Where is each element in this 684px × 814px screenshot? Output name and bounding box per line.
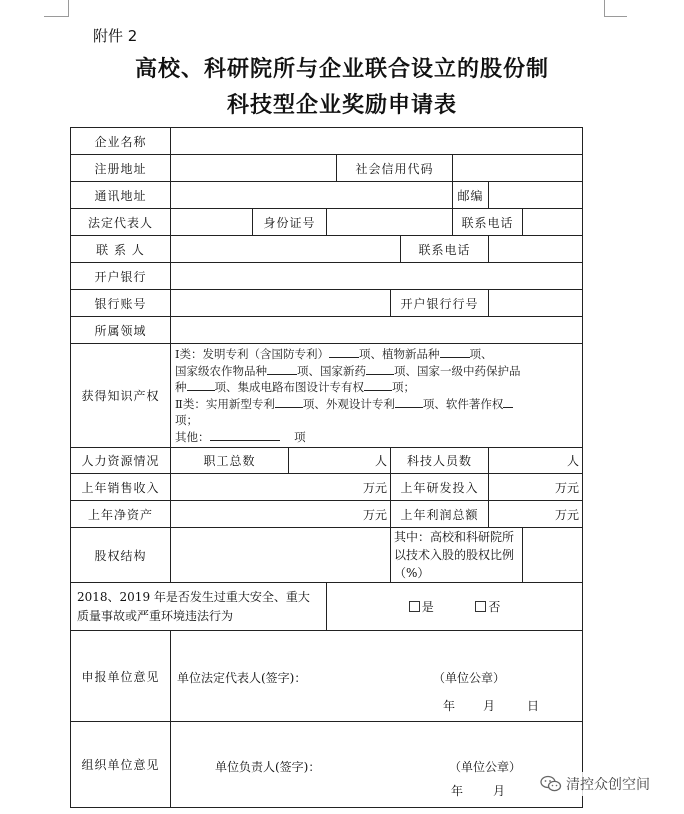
account-field[interactable] — [171, 290, 391, 317]
row-field — [71, 317, 583, 344]
tech-staff-field[interactable] — [489, 448, 583, 474]
crop-mark-top-left — [44, 0, 69, 17]
equity-label: 股权结构 — [71, 528, 171, 583]
mail-address-label: 通讯地址 — [71, 182, 171, 209]
company-name-label: 企业名称 — [71, 128, 171, 155]
id-number-label: 身份证号 — [253, 209, 327, 236]
ip-content — [171, 344, 583, 448]
row-mail-address — [71, 182, 583, 209]
bank-label: 开户银行 — [71, 263, 171, 290]
row-company-name — [71, 128, 583, 155]
row-org-opinion — [71, 722, 583, 808]
org-opinion-label: 组织单位意见 — [71, 722, 171, 808]
contact-label: 联 系 人 — [71, 236, 171, 263]
bank-field[interactable] — [171, 263, 583, 290]
ip-class1-g: 种 — [175, 380, 187, 394]
row-sales — [71, 474, 583, 501]
ip-class1-b: 项、植物新品种 — [359, 347, 440, 361]
page-title-line1: 高校、科研院所与企业联合设立的股份制 — [134, 57, 549, 82]
ip-class1-a: Ⅰ类：发明专利（含国防专利） — [175, 347, 330, 361]
ip-ic-layout-count[interactable] — [364, 379, 392, 391]
ip-class1-d: 国家级农作物品种 — [175, 363, 267, 378]
net-assets-label: 上年净资产 — [71, 501, 171, 528]
applicant-opinion-label: 申报单位意见 — [71, 631, 171, 722]
mail-address-field[interactable] — [171, 182, 453, 209]
row-safety — [71, 583, 583, 631]
phone-label: 联系电话 — [453, 209, 523, 236]
staff-total-label: 职工总数 — [171, 448, 289, 474]
watermark-text: 清控众创空间 — [566, 777, 650, 793]
ip-other-count[interactable] — [210, 429, 280, 441]
reg-address-field[interactable] — [171, 155, 337, 182]
row-bank — [71, 263, 583, 290]
staff-total-field[interactable] — [289, 448, 391, 474]
ip-other-unit: 项 — [294, 429, 306, 444]
legal-rep-field[interactable] — [171, 209, 253, 236]
ip-tcm-count[interactable] — [187, 379, 215, 391]
ip-class1-i: 项； — [392, 380, 415, 394]
credit-code-label: 社会信用代码 — [337, 155, 453, 182]
ip-class1-e: 项、国家新药 — [297, 363, 366, 378]
profit-field[interactable] — [489, 501, 583, 528]
ip-other-label: 其他： — [175, 429, 210, 444]
ip-class2-d: 项； — [175, 413, 198, 427]
application-form-table — [70, 127, 583, 808]
row-reg-address — [71, 155, 583, 182]
watermark — [536, 772, 654, 796]
safety-question: 2018、2019 年是否发生过重大安全、重大质量事故或严重环境违法行为 — [71, 583, 327, 631]
row-ip — [71, 344, 583, 448]
profit-unit: 万元 — [555, 507, 580, 522]
row-hr — [71, 448, 583, 474]
rd-label: 上年研发投入 — [391, 474, 489, 501]
ip-class2-c: 项、软件著作权 — [422, 396, 504, 411]
postcode-field[interactable] — [489, 182, 583, 209]
yes-checkbox[interactable] — [409, 601, 420, 612]
applicant-year: 年 — [443, 699, 456, 713]
ip-class2-a: Ⅱ类：实用新型专利 — [175, 396, 275, 411]
sales-unit: 万元 — [362, 480, 387, 495]
yes-option[interactable] — [409, 600, 434, 614]
field-field[interactable] — [171, 317, 583, 344]
ip-label: 获得知识产权 — [71, 344, 171, 448]
safety-answer — [327, 583, 583, 631]
ip-crop-variety-count[interactable] — [267, 363, 297, 375]
ip-design-patent-count[interactable] — [395, 396, 423, 408]
applicant-month: 月 — [483, 699, 496, 713]
net-assets-unit: 万元 — [362, 507, 387, 522]
id-number-field[interactable] — [327, 209, 453, 236]
tech-staff-unit: 人 — [567, 454, 580, 468]
field-label: 所属领域 — [71, 317, 171, 344]
contact-field[interactable] — [171, 236, 401, 263]
rd-field[interactable] — [489, 474, 583, 501]
org-year: 年 — [451, 784, 464, 798]
no-label: 否 — [488, 600, 501, 614]
applicant-sign-label: 单位法定代表人(签字)： — [177, 671, 307, 685]
ip-utility-model-count[interactable] — [275, 396, 303, 408]
company-name-field[interactable] — [171, 128, 583, 155]
row-contact — [71, 236, 583, 263]
phone2-label: 联系电话 — [401, 236, 489, 263]
phone2-field[interactable] — [489, 236, 583, 263]
applicant-day: 日 — [527, 699, 540, 713]
rd-unit: 万元 — [555, 480, 580, 495]
ip-plant-variety-count[interactable] — [440, 346, 470, 358]
org-month: 月 — [493, 784, 506, 798]
equity-ratio-field[interactable] — [523, 528, 583, 583]
row-account — [71, 290, 583, 317]
staff-total-unit: 人 — [374, 454, 387, 468]
equity-field[interactable] — [171, 528, 391, 583]
row-legal-rep — [71, 209, 583, 236]
sales-field[interactable] — [171, 474, 391, 501]
org-opinion-field[interactable] — [171, 722, 583, 808]
page-title-line2: 科技型企业奖励申请表 — [226, 93, 457, 118]
applicant-opinion-field[interactable] — [171, 631, 583, 722]
ip-class2-b: 项、外观设计专利 — [302, 396, 395, 411]
hr-label: 人力资源情况 — [71, 448, 171, 474]
bank-code-field[interactable] — [489, 290, 583, 317]
phone-field[interactable] — [523, 209, 583, 236]
ip-software-count[interactable] — [503, 396, 513, 408]
reg-address-label: 注册地址 — [71, 155, 171, 182]
no-option[interactable] — [475, 600, 500, 614]
profit-label: 上年利润总额 — [391, 501, 489, 528]
bank-code-label: 开户银行行号 — [391, 290, 489, 317]
equity-ratio-label: 其中：高校和科研院所以技术入股的股权比例（%） — [391, 528, 523, 583]
ip-new-drug-count[interactable] — [366, 363, 394, 375]
row-equity — [71, 528, 583, 583]
sales-label: 上年销售收入 — [71, 474, 171, 501]
ip-class1-f: 项、国家一级中药保护品 — [394, 363, 521, 378]
ip-invention-count[interactable] — [329, 346, 359, 358]
org-seal-label: （单位公章） — [449, 760, 522, 774]
postcode-label: 邮编 — [453, 182, 489, 209]
row-net-assets — [71, 501, 583, 528]
row-applicant-opinion — [71, 631, 583, 722]
tech-staff-label: 科技人员数 — [391, 448, 489, 474]
net-assets-field[interactable] — [171, 501, 391, 528]
applicant-seal-label: （单位公章） — [433, 671, 506, 685]
ip-class1-h: 项、集成电路布图设计专有权 — [214, 380, 364, 394]
legal-rep-label: 法定代表人 — [71, 209, 171, 236]
account-label: 银行账号 — [71, 290, 171, 317]
credit-code-field[interactable] — [453, 155, 583, 182]
attachment-label: 附件 2 — [93, 27, 138, 45]
yes-label: 是 — [421, 600, 434, 614]
wechat-icon — [540, 775, 562, 793]
no-checkbox[interactable] — [475, 601, 486, 612]
ip-class1-c: 项、 — [469, 347, 493, 361]
crop-mark-top-right — [604, 0, 627, 17]
org-sign-label: 单位负责人(签字)： — [215, 760, 321, 774]
